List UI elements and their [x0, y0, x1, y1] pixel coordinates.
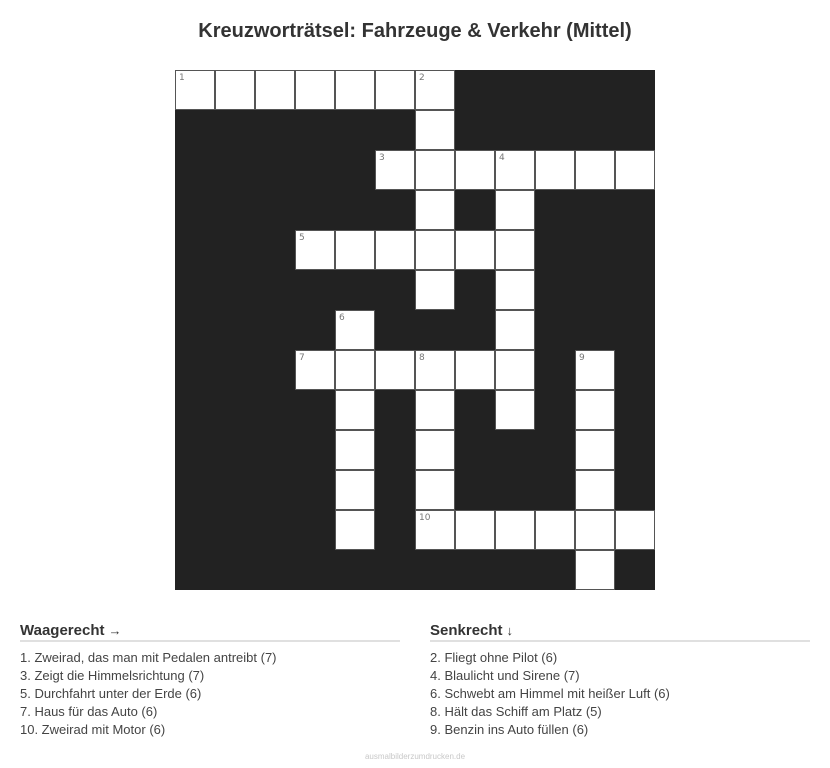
- clue-number: 4: [499, 153, 505, 163]
- clue-item: 1. Zweirad, das man mit Pedalen antreibt (7): [20, 650, 277, 665]
- crossword-cell[interactable]: [535, 150, 575, 190]
- crossword-cell[interactable]: [175, 70, 215, 110]
- crossword-cell[interactable]: [415, 110, 455, 150]
- crossword-cell[interactable]: [495, 270, 535, 310]
- clue-item: 5. Durchfahrt unter der Erde (6): [20, 686, 202, 701]
- down-clue-list: [430, 649, 810, 739]
- crossword-cell[interactable]: [295, 70, 335, 110]
- across-clue-list: [20, 649, 400, 739]
- crossword-cell[interactable]: [415, 70, 455, 110]
- crossword-cell[interactable]: [335, 230, 375, 270]
- crossword-cell[interactable]: [335, 430, 375, 470]
- crossword-cell[interactable]: [455, 150, 495, 190]
- crossword-cell[interactable]: [335, 390, 375, 430]
- clue-number: 5: [299, 233, 305, 243]
- crossword-cell[interactable]: [455, 510, 495, 550]
- crossword-cell[interactable]: [415, 510, 455, 550]
- clue-number: 3: [379, 153, 385, 163]
- crossword-cell[interactable]: [535, 510, 575, 550]
- clue-number: 1: [179, 73, 185, 83]
- footer-credit: ausmalbilderzumdrucken.de: [364, 752, 466, 761]
- arrow-down-icon: ↓: [506, 623, 514, 638]
- crossword-cell[interactable]: [575, 150, 615, 190]
- clue-item: 7. Haus für das Auto (6): [20, 704, 158, 719]
- clue-item: 9. Benzin ins Auto füllen (6): [430, 722, 589, 737]
- arrow-right-icon: →: [108, 623, 122, 638]
- crossword-cell[interactable]: [335, 70, 375, 110]
- crossword-cell[interactable]: [415, 390, 455, 430]
- across-heading-label: Waagerecht: [20, 622, 105, 639]
- crossword-cell[interactable]: [215, 70, 255, 110]
- crossword-cell[interactable]: [335, 310, 375, 350]
- crossword-cell[interactable]: [575, 550, 615, 590]
- crossword-cell[interactable]: [495, 190, 535, 230]
- across-heading: [20, 622, 400, 642]
- crossword-cell[interactable]: [415, 350, 455, 390]
- clue-number: 10: [419, 513, 431, 523]
- crossword-cell[interactable]: [375, 70, 415, 110]
- crossword-cell[interactable]: [415, 270, 455, 310]
- crossword-cell[interactable]: [495, 390, 535, 430]
- crossword-cell[interactable]: [415, 190, 455, 230]
- clue-item: 6. Schwebt am Himmel mit heißer Luft (6): [430, 686, 670, 701]
- page-title: Kreuzworträtsel: Fahrzeuge & Verkehr (Mittel): [198, 20, 632, 42]
- clue-item: 8. Hält das Schiff am Platz (5): [430, 704, 602, 719]
- crossword-cell[interactable]: [335, 510, 375, 550]
- clue-item: 10. Zweirad mit Motor (6): [20, 722, 166, 737]
- across-clues: [20, 622, 400, 739]
- clue-number: 9: [579, 353, 585, 363]
- crossword-cell[interactable]: [335, 470, 375, 510]
- crossword-cell[interactable]: [255, 70, 295, 110]
- crossword-cell[interactable]: [455, 350, 495, 390]
- crossword-cell[interactable]: [375, 230, 415, 270]
- clue-item: 3. Zeigt die Himmelsrichtung (7): [20, 668, 205, 683]
- crossword-cell[interactable]: [295, 350, 335, 390]
- crossword-cell[interactable]: [415, 230, 455, 270]
- crossword-cell[interactable]: [575, 430, 615, 470]
- clue-number: 8: [419, 353, 425, 363]
- crossword-cell[interactable]: [415, 430, 455, 470]
- down-clues: [430, 622, 810, 739]
- crossword-cell[interactable]: [575, 510, 615, 550]
- down-heading-label: Senkrecht: [430, 622, 503, 639]
- clue-number: 2: [419, 73, 425, 83]
- clue-number: 7: [299, 353, 305, 363]
- crossword-cell[interactable]: [495, 150, 535, 190]
- crossword-cell[interactable]: [615, 510, 655, 550]
- crossword-cell[interactable]: [415, 150, 455, 190]
- crossword-cell[interactable]: [495, 230, 535, 270]
- crossword-grid: [175, 70, 655, 590]
- down-heading: [430, 622, 810, 642]
- crossword-cell[interactable]: [575, 350, 615, 390]
- crossword-cell[interactable]: [455, 230, 495, 270]
- crossword-cell[interactable]: [495, 510, 535, 550]
- clue-item: 4. Blaulicht und Sirene (7): [430, 668, 580, 683]
- crossword-cell[interactable]: [375, 150, 415, 190]
- crossword-cell[interactable]: [375, 350, 415, 390]
- crossword-cell[interactable]: [415, 470, 455, 510]
- crossword-cell[interactable]: [495, 350, 535, 390]
- clue-number: 6: [339, 313, 345, 323]
- clue-item: 2. Fliegt ohne Pilot (6): [430, 650, 558, 665]
- crossword-cell[interactable]: [575, 390, 615, 430]
- crossword-cell[interactable]: [615, 150, 655, 190]
- crossword-cell[interactable]: [295, 230, 335, 270]
- crossword-cell[interactable]: [335, 350, 375, 390]
- crossword-cell[interactable]: [495, 310, 535, 350]
- crossword-cell[interactable]: [575, 470, 615, 510]
